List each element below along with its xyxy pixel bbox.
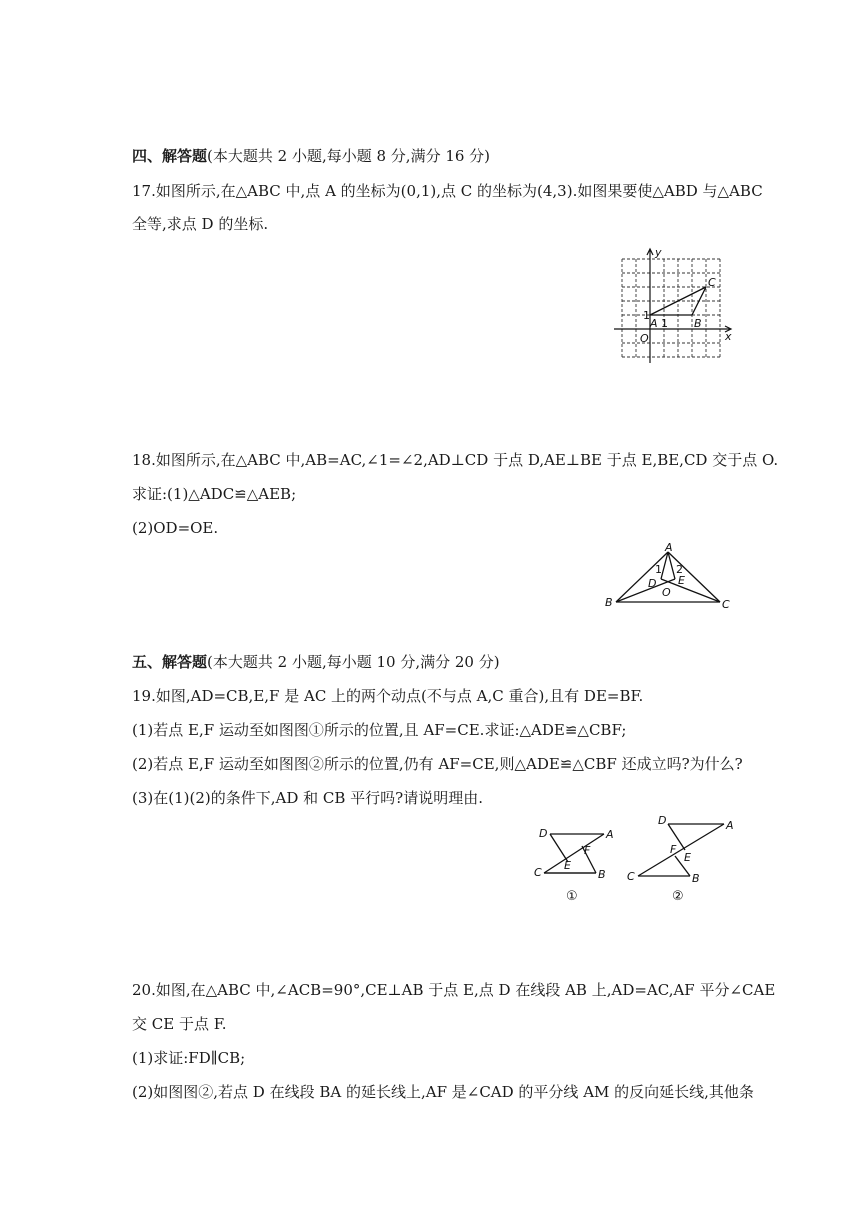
fig18-point-b-label: B	[605, 596, 613, 609]
q18-line-3: (2)OD=OE.	[132, 519, 219, 537]
fig17-y-unit-label: 1	[643, 309, 650, 322]
q17-line-1: 17.如图所示,在△ABC 中,点 A 的坐标为(0,1),点 C 的坐标为(4,3).如图果要使△ABD 与△ABC	[132, 182, 763, 200]
q19-line-4: (3)在(1)(2)的条件下,AD 和 CB 平行吗?请说明理由.	[132, 789, 483, 807]
q20-line-1: 20.如图,在△ABC 中,∠ACB=90°,CE⊥AB 于点 E,点 D 在线段 AB 上,AD=AC,AF 平分∠CAE	[132, 981, 776, 999]
fig18-point-e-label: E	[678, 574, 685, 587]
q19-line-2: (1)若点 E,F 运动至如图图①所示的位置,且 AF=CE.求证:△ADE≌△CBF;	[132, 721, 627, 739]
fig19a-point-b-label: B	[598, 868, 606, 881]
fig17-y-label: y	[655, 246, 662, 259]
q19-line-3: (2)若点 E,F 运动至如图图②所示的位置,仍有 AF=CE,则△ADE≌△CBF 还成立吗?为什么?	[132, 755, 743, 773]
fig17-x-unit-label: 1	[661, 317, 668, 330]
fig18-point-c-label: C	[722, 598, 730, 611]
figure-19-1	[532, 820, 624, 906]
fig19a-point-d-label: D	[539, 827, 548, 840]
fig19b-caption: ②	[672, 889, 684, 904]
section-5-title: 五、解答题	[132, 653, 208, 671]
q17-line-2: 全等,求点 D 的坐标.	[132, 215, 269, 233]
fig19b-point-a-label: A	[726, 819, 734, 832]
fig17-point-a-label: A	[650, 317, 658, 330]
q18-line-2: 求证:(1)△ADC≌△AEB;	[132, 485, 297, 503]
fig19b-point-f-label: F	[670, 843, 677, 856]
section-5-note: (本大题共 2 小题,每小题 10 分,满分 20 分)	[207, 653, 500, 671]
fig19b-point-c-label: C	[627, 870, 635, 883]
section-4-title: 四、解答题	[132, 147, 208, 165]
fig19b-point-b-label: B	[692, 872, 700, 885]
section-4-heading	[132, 146, 490, 166]
fig17-point-c-label: C	[708, 276, 716, 289]
fig17-origin-label: O	[640, 332, 649, 345]
fig19a-point-c-label: C	[534, 866, 542, 879]
fig18-angle-2-label: 2	[676, 563, 683, 576]
fig18-point-o-label: O	[662, 586, 671, 599]
q19-line-1: 19.如图,AD=CB,E,F 是 AC 上的两个动点(不与点 A,C 重合),且有 DE=BF.	[132, 687, 644, 705]
fig18-angle-1-label: 1	[655, 563, 662, 576]
fig18-point-a-label: A	[665, 541, 673, 554]
fig19a-point-f-label: F	[584, 844, 591, 857]
fig19a-caption: ①	[566, 889, 578, 904]
section-5-heading	[132, 652, 500, 672]
figure-18-triangle	[600, 540, 740, 614]
q18-line-1: 18.如图所示,在△ABC 中,AB=AC,∠1=∠2,AD⊥CD 于点 D,AE⊥BE 于点 E,BE,CD 交于点 O.	[132, 451, 779, 469]
figure-19-2	[624, 812, 740, 906]
q20-line-2: 交 CE 于点 F.	[132, 1015, 227, 1033]
q20-line-3: (1)求证:FD∥CB;	[132, 1049, 246, 1067]
q20-line-4: (2)如图图②,若点 D 在线段 BA 的延长线上,AF 是∠CAD 的平分线 AM 的反向延长线,其他条	[132, 1083, 754, 1101]
fig19b-point-d-label: D	[658, 814, 667, 827]
fig18-point-d-label: D	[648, 577, 657, 590]
fig19a-point-a-label: A	[606, 828, 614, 841]
figure-17-coordinate-grid	[608, 244, 738, 366]
fig19b-point-e-label: E	[684, 851, 691, 864]
fig17-x-label: x	[725, 330, 732, 343]
section-4-note: (本大题共 2 小题,每小题 8 分,满分 16 分)	[207, 147, 491, 165]
fig17-point-b-label: B	[694, 317, 702, 330]
fig19a-point-e-label: E	[564, 859, 571, 872]
